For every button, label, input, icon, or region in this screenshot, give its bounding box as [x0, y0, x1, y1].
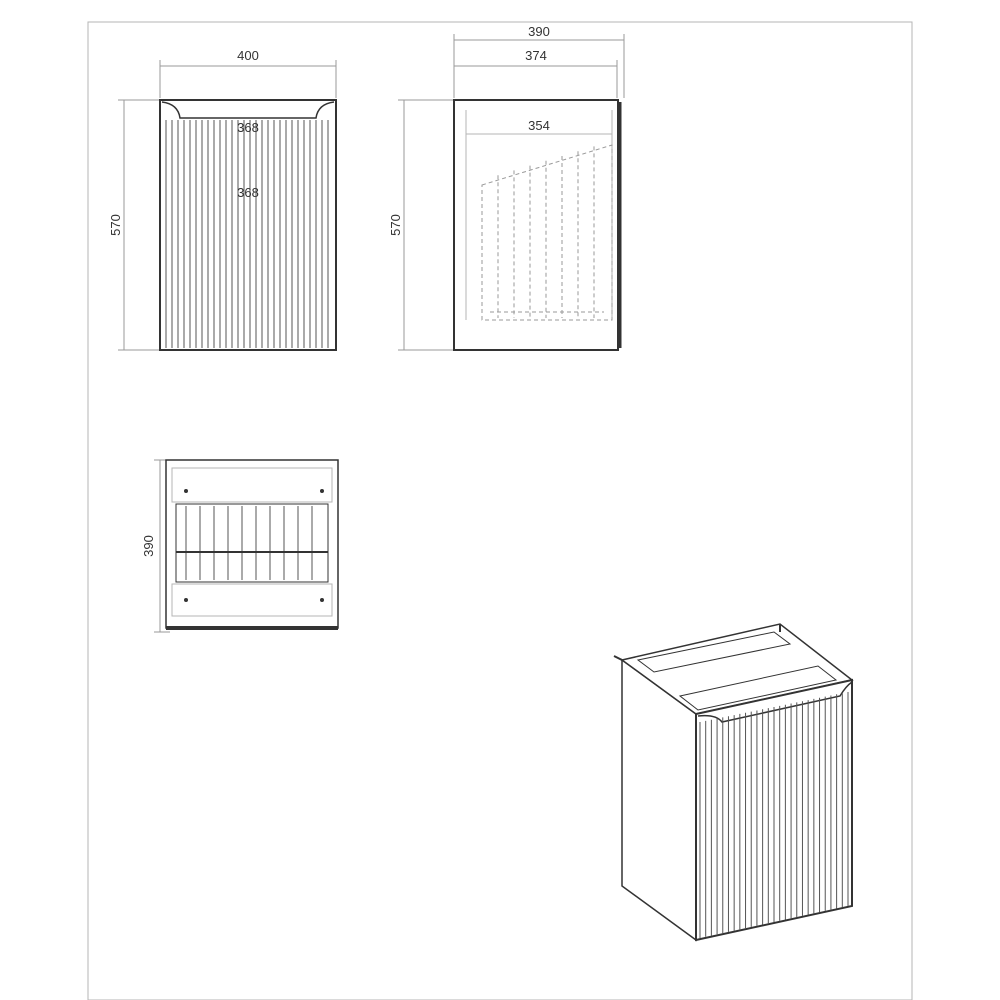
isometric-view — [614, 624, 852, 940]
top-screw-icon — [320, 598, 324, 602]
front-inner-label-top: 368 — [237, 120, 259, 135]
front-handle-recess — [162, 102, 334, 118]
top-drawer-outline — [176, 504, 328, 582]
top-drawer-slats — [186, 506, 312, 580]
side-drawer-slats — [498, 146, 594, 318]
top-screw-icon — [184, 489, 188, 493]
front-height-label: 570 — [108, 214, 123, 236]
front-inner-label-mid: 368 — [237, 185, 259, 200]
front-width-label: 400 — [237, 48, 259, 63]
iso-hanging-bracket-left — [614, 656, 622, 660]
side-body-depth-label: 374 — [525, 48, 547, 63]
side-height-label: 570 — [388, 214, 403, 236]
top-screw-icon — [320, 489, 324, 493]
top-back-rail — [172, 468, 332, 502]
top-depth-label: 390 — [141, 535, 156, 557]
side-overall-depth-label: 390 — [528, 24, 550, 39]
top-front-rail — [172, 584, 332, 616]
side-view — [388, 24, 624, 350]
top-screw-icon — [184, 598, 188, 602]
side-inner-depth-label: 354 — [528, 118, 550, 133]
front-flutes — [166, 120, 328, 348]
top-view — [141, 460, 338, 632]
side-drawer-outline — [482, 145, 612, 320]
front-view — [108, 48, 336, 350]
